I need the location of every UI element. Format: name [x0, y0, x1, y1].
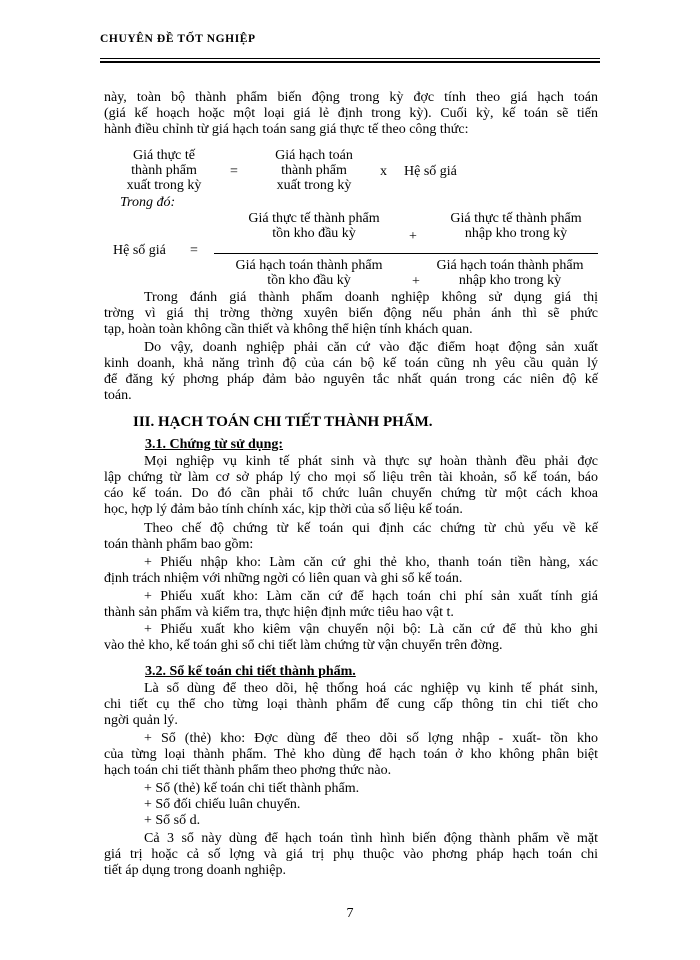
bullet-stock-card — [104, 731, 598, 779]
document-header: CHUYÊN ĐỀ TỐT NGHIỆP — [100, 33, 256, 45]
line: vào thẻ kho, kế toán ghi sổ chi tiết làm chứng từ vận chuyển trên đờng. — [104, 638, 503, 653]
line: để đăng ký phơng pháp đảm bảo nguyên tắc nhất quán trong các niên độ kế — [104, 372, 598, 387]
subsection-title-3-1: 3.1. Chứng từ sử dụng: — [145, 437, 284, 452]
formula2-label: Hệ số giá — [113, 243, 166, 258]
bullet-receipt-note — [104, 555, 598, 587]
line: giá trị hoặc cả số lợng và giá trị phụ thuộc vào phơng pháp hạch toán chi — [104, 847, 598, 862]
line: thành sản phẩm và kiểm tra, thực hiện định mức tiêu hao vật t. — [104, 605, 454, 620]
line: + Phiếu xuất kho: Làm căn cứ để hạch toán chi phí sản xuất tính giá — [144, 589, 598, 604]
formula-text: thành phẩm — [281, 163, 347, 178]
paragraph-regime — [104, 521, 598, 553]
fraction-bar — [214, 253, 598, 254]
header-rule-thick — [100, 61, 600, 63]
formula-text: Giá thực tế thành phẩm — [450, 211, 582, 226]
line: tạp, hoàn toàn không cần thiết và không thể hiện tính khách quan. — [104, 322, 473, 337]
line: + Phiếu nhập kho: Làm căn cứ ghi thẻ kho, thanh toán tiền hàng, xác — [144, 555, 598, 570]
bullet-issue-note — [104, 589, 598, 621]
subsection-title-3-2: 3.2. Sổ kế toán chi tiết thành phẩm. — [145, 664, 356, 679]
formula1-right: Hệ số giá — [404, 164, 457, 179]
line: trờng vì giá thị trờng thờng xuyên biến động nếu phản ánh thì sẽ phức — [104, 306, 598, 321]
line: của từng loại thành phẩm. Thẻ kho dùng để hạch toán ở kho không phân biệt — [104, 747, 598, 762]
list-item: + Sổ đối chiếu luân chuyển. — [144, 797, 301, 812]
section-heading: III. HẠCH TOÁN CHI TIẾT THÀNH PHẨM. — [133, 414, 433, 430]
line: này, toàn bộ thành phẩm biến động trong kỳ đợc tính theo giá hạch toán — [104, 90, 598, 105]
formula2-denominator-left — [214, 258, 404, 288]
formula1-times: x — [380, 164, 387, 179]
paragraph-books — [104, 681, 598, 729]
header-rule-thin — [100, 58, 600, 59]
formula2-numerator-plus: + — [409, 229, 417, 244]
bullet-transfer-note — [104, 622, 598, 654]
formula1-left — [104, 148, 224, 193]
paragraph-hence — [104, 340, 598, 404]
formula1-middle — [254, 148, 374, 193]
formula-text: xuất trong kỳ — [276, 178, 352, 193]
formula2-numerator-right — [430, 211, 602, 241]
paragraph-market-price — [104, 290, 598, 338]
line: toán. — [104, 388, 132, 403]
bullet-list-books — [104, 781, 598, 829]
formula-text: nhập kho trong kỳ — [458, 273, 562, 288]
line: toán thành phẩm bao gồm: — [104, 537, 254, 552]
formula-text: nhập kho trong kỳ — [464, 226, 568, 241]
list-item: + Sổ (thẻ) kế toán chi tiết thành phẩm. — [144, 781, 360, 796]
line: tiết áp dụng trong doanh nghiệp. — [104, 863, 286, 878]
paragraph-documents — [104, 454, 598, 518]
formula2-equals: = — [190, 243, 198, 258]
line: Là sổ dùng để theo dõi, hệ thống hoá các nghiệp vụ kinh tế phát sinh, — [144, 681, 598, 696]
formula-text: Giá thực tế — [132, 148, 195, 163]
formula-text: tồn kho đầu kỳ — [267, 273, 351, 288]
paragraph-intro — [104, 90, 598, 138]
formula-text: Giá hạch toán — [275, 148, 353, 163]
formula2-numerator-left — [224, 211, 404, 241]
line: + Phiếu xuất kho kiêm vận chuyển nội bộ: Là căn cứ để thủ kho ghi — [144, 622, 598, 637]
formula-text: xuất trong kỳ — [126, 178, 202, 193]
line: ngời quản lý. — [104, 713, 178, 728]
list-item: + Sổ số d. — [144, 813, 201, 828]
line: chi tiết cụ thể cho từng loại thành phẩm để cung cấp thông tin chi tiết cho — [104, 697, 598, 712]
formula-text: Giá hạch toán thành phẩm — [436, 258, 584, 273]
line: Do vậy, doanh nghiệp phải căn cứ vào đặc điểm hoạt động sản xuất — [144, 340, 598, 355]
formula-text: thành phẩm — [131, 163, 197, 178]
line: Mọi nghiệp vụ kinh tế phát sinh và thực sự hoàn thành đều phải đợc — [144, 454, 598, 469]
line: hành điều chỉnh từ giá hạch toán sang giá thực tế theo công thức: — [104, 122, 469, 137]
formula-text: Giá hạch toán thành phẩm — [235, 258, 383, 273]
line: hạch toán chi tiết thành phẩm theo phơng thức nào. — [104, 763, 392, 778]
line: học, hợp lý đảm bảo tính chính xác, kịp thời của số liệu kế toán. — [104, 502, 463, 517]
formula2-denominator-right — [420, 258, 600, 288]
formula1-equals: = — [230, 164, 238, 179]
line: Cả 3 sổ này dùng để hạch toán tình hình biến động thành phẩm về mặt — [144, 831, 598, 846]
where-label: Trong đó: — [120, 195, 176, 210]
line: (giá kế hoạch hoặc một loại giá lẻ định trong kỳ). Cuối kỳ, kế toán sẽ tiến — [104, 106, 598, 121]
line: cáo kế toán. Do đó cần phải tổ chức luân chuyển chứng từ một cách khoa — [104, 486, 598, 501]
line: kinh doanh, khả năng trình độ của cán bộ kế toán cũng nh yêu cầu quản lý — [104, 356, 598, 371]
formula2-denominator-plus: + — [412, 274, 420, 289]
line: lập chứng từ làm cơ sở pháp lý cho mọi số liệu trên tài khoản, sổ kế toán, báo — [104, 470, 598, 485]
page-number: 7 — [346, 906, 354, 921]
paragraph-final — [104, 831, 598, 879]
line: Theo chế độ chứng từ kế toán qui định các chứng từ chủ yếu về kế — [144, 521, 598, 536]
line: + Sổ (thẻ) kho: Đợc dùng để theo dõi số lợng nhập - xuất- tồn kho — [144, 731, 598, 746]
line: Trong đánh giá thành phẩm doanh nghiệp không sử dụng giá thị — [144, 290, 598, 305]
formula-text: Giá thực tế thành phẩm — [248, 211, 380, 226]
formula-text: tồn kho đầu kỳ — [272, 226, 356, 241]
line: định trách nhiệm với những ngời có liên quan và ghi sổ kế toán. — [104, 571, 463, 586]
